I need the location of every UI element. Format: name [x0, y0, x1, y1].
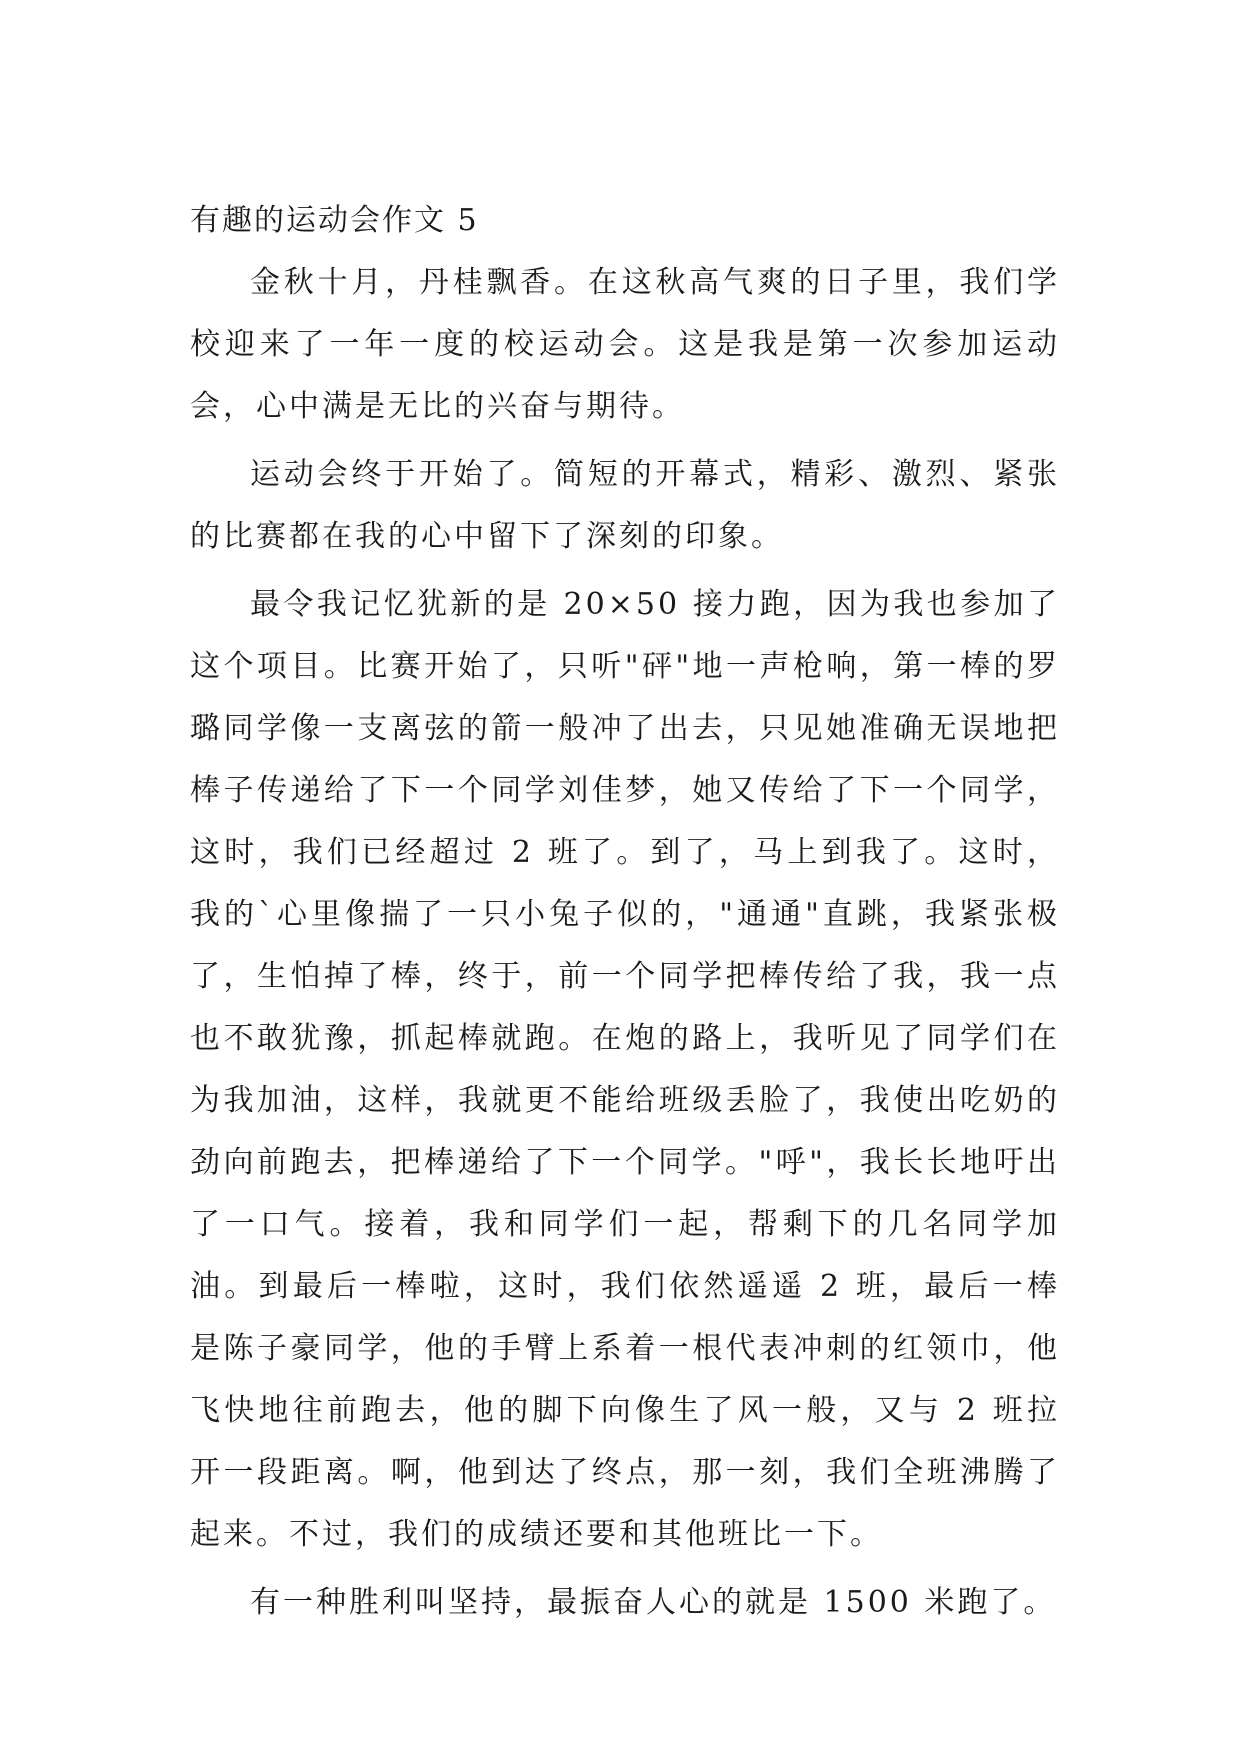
paragraph-4: 有一种胜利叫坚持，最振奋人心的就是 1500 米跑了。	[250, 1585, 1057, 1620]
paragraph-3: 最令我记忆犹新的是 20×50 接力跑，因为我也参加了这个项目。比赛开始了，只听"砰"地一声枪响，第一棒的罗璐同学像一支离弦的箭一般冲了出去，只见她准确无误地把棒子传递给了下一个同学刘佳梦，她又传给了下一个同学，这时，我们已经超过 2 班了。到了，马上到我了。这时，我的`心里像揣了一只小兔子似的，"通通"直跳，我紧张极了，生怕掉了棒，终于，前一个同学把棒传给了我，我一点也不敢犹豫，抓起棒就跑。在炮的路上，我听见了同学们在为我加油，这样，我就更不能给班级丢脸了，我使出吃奶的劲向前跑去，把棒递给了下一个同学。"呼"，我长长地吁出了一口气。接着，我和同学们一起，帮剩下的几名同学加油。到最后一棒啦，这时，我们依然遥遥 2 班，最后一棒是陈子豪同学，他的手臂上系着一根代表冲刺的红领巾，他飞快地往前跑去，他的脚下向像生了风一般，又与 2 班拉开一段距离。啊，他到达了终点，那一刻，我们全班沸腾了起来。不过，我们的成绩还要和其他班比一下。	[190, 587, 1060, 1552]
document-title: 有趣的运动会作文 5	[190, 203, 479, 238]
document-page	[190, 190, 1060, 1640]
paragraph-1: 金秋十月，丹桂飘香。在这秋高气爽的日子里，我们学校迎来了一年一度的校运动会。这是我是第一次参加运动会，心中满是无比的兴奋与期待。	[190, 265, 1060, 424]
paragraph-2: 运动会终于开始了。简短的开幕式，精彩、激烈、紧张的比赛都在我的心中留下了深刻的印象。	[190, 457, 1060, 554]
